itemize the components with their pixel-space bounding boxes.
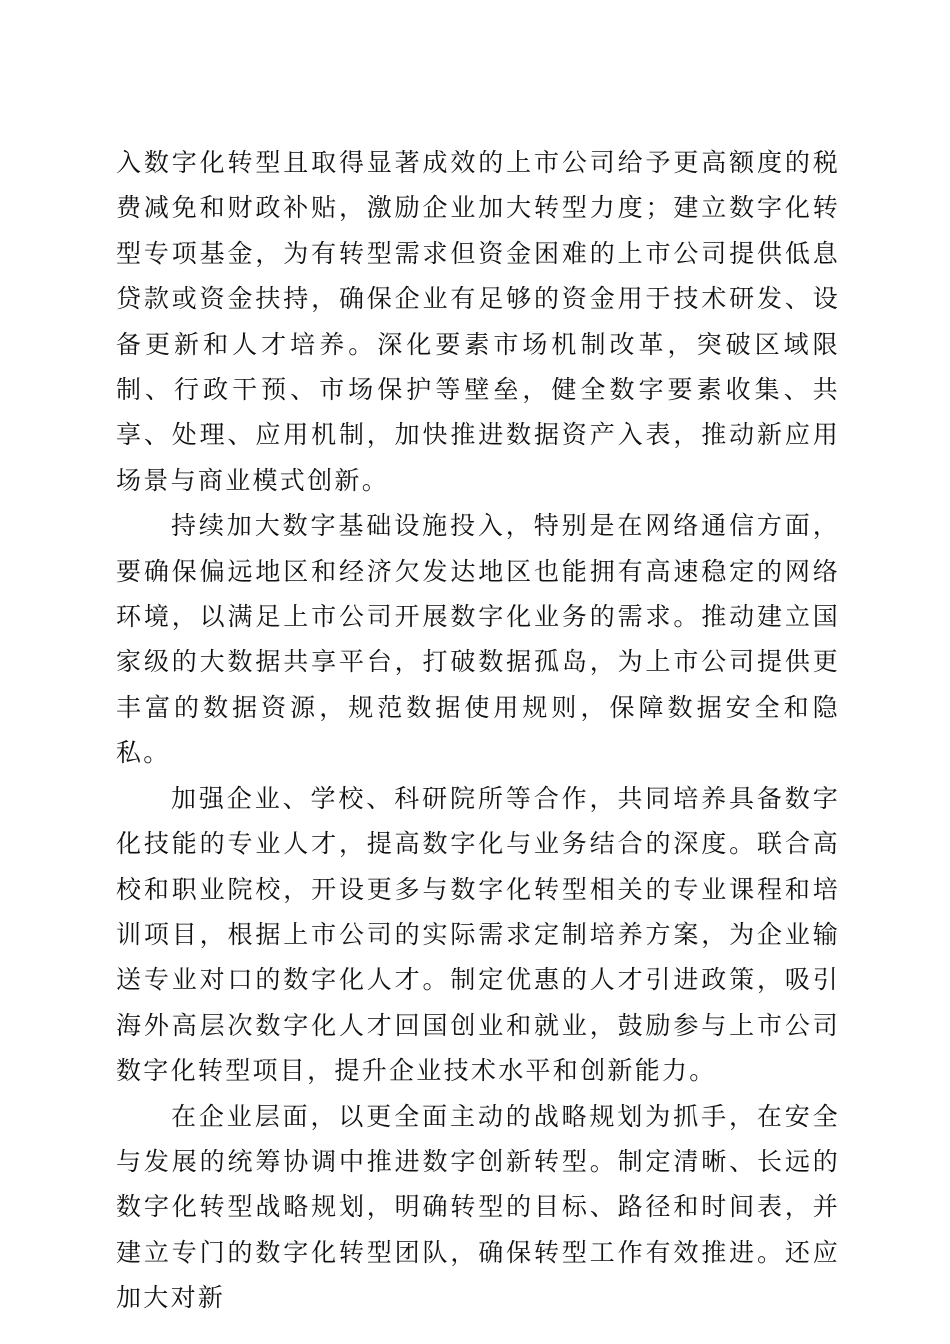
paragraph-2: 持续加大数字基础设施投入，特别是在网络通信方面，要确保偏远地区和经济欠发达地区也能拥有高速稳定的网络环境，以满足上市公司开展数字化业务的需求。推动建立国家级的大数据共享平台，打破数据孤岛，为上市公司提供更丰富的数据资源，规范数据使用规则，保障数据安全和隐私。 [116, 511, 840, 768]
paragraph-1: 入数字化转型且取得显著成效的上市公司给予更高额度的税费减免和财政补贴，激励企业加大转型力度；建立数字化转型专项基金，为有转型需求但资金困难的上市公司提供低息贷款或资金扶持，确保企业有足够的资金用于技术研发、设备更新和人才培养。深化要素市场机制改革，突破区域限制、行政干预、市场保护等壁垒，健全数字要素收集、共享、处理、应用机制，加快推进数据资产入表，推动新应用场景与商业模式创新。 [116, 148, 840, 495]
document-page [116, 140, 840, 1321]
paragraph-4: 在企业层面，以更全面主动的战略规划为抓手，在安全与发展的统筹协调中推进数字创新转型。制定清晰、长远的数字化转型战略规划，明确转型的目标、路径和时间表，并建立专门的数字化转型团队，确保转型工作有效推进。还应加大对新 [116, 1101, 840, 1313]
paragraph-3: 加强企业、学校、科研院所等合作，共同培养具备数字化技能的专业人才，提高数字化与业务结合的深度。联合高校和职业院校，开设更多与数字化转型相关的专业课程和培训项目，根据上市公司的实际需求定制培养方案，为企业输送专业对口的数字化人才。制定优惠的人才引进政策，吸引海外高层次数字化人才回国创业和就业，鼓励参与上市公司数字化转型项目，提升企业技术水平和创新能力。 [116, 783, 840, 1086]
